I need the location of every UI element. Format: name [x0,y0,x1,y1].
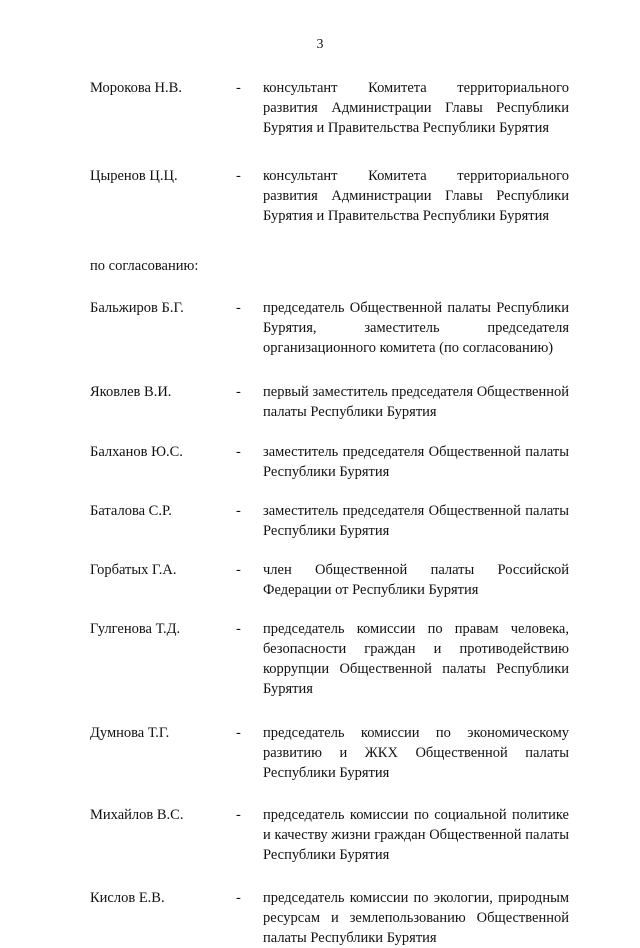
separator-dash: - [236,384,241,400]
separator-dash: - [236,725,241,741]
member-name: Михайлов В.С. [90,807,184,823]
member-name: Балханов Ю.С. [90,444,183,460]
member-name: Кислов Е.В. [90,890,165,906]
list-item [0,442,640,482]
committee-list [0,78,640,948]
member-name: Горбатых Г.А. [90,562,177,578]
member-name: Цыренов Ц.Ц. [90,168,178,184]
separator-dash: - [236,890,241,906]
list-item [0,382,640,422]
member-name: Бальжиров Б.Г. [90,300,184,316]
member-role: консультант Комитета территориального развития Администрации Главы Республики Бурятия и Правительства Республики Бурятия [263,80,569,136]
separator-dash: - [236,300,241,316]
member-role: член Общественной палаты Российской Федерации от Республики Бурятия [263,562,569,598]
list-item [0,298,640,358]
member-role: первый заместитель председателя Общественной палаты Республики Бурятия [263,384,569,420]
list-item [0,78,640,138]
list-item [0,501,640,541]
member-role: председатель комиссии по правам человека, безопасности граждан и противодействию коррупции Общественной палаты Республики Бурятия [263,621,569,697]
separator-dash: - [236,621,241,637]
separator-dash: - [236,503,241,519]
separator-dash: - [236,807,241,823]
member-role: заместитель председателя Общественной палаты Республики Бурятия [263,444,569,480]
member-name: Яковлев В.И. [90,384,172,400]
separator-dash: - [236,80,241,96]
member-name: Баталова С.Р. [90,503,172,519]
member-name: Морокова Н.В. [90,80,182,96]
list-item [0,805,640,865]
page-number: 3 [316,37,324,52]
separator-dash: - [236,444,241,460]
member-role: заместитель председателя Общественной палаты Республики Бурятия [263,503,569,539]
member-role: консультант Комитета территориального развития Администрации Главы Республики Бурятия и Правительства Республики Бурятия [263,168,569,224]
member-name: Гулгенова Т.Д. [90,621,181,637]
list-item [0,723,640,783]
member-role: председатель комиссии по экологии, природным ресурсам и землепользованию Общественной палаты Республики Бурятия [263,890,569,946]
list-item [0,166,640,226]
member-role: председатель комиссии по социальной политике и качеству жизни граждан Общественной палаты Республики Бурятия [263,807,569,863]
separator-dash: - [236,168,241,184]
separator-dash: - [236,562,241,578]
list-item [0,888,640,948]
member-role: председатель Общественной палаты Республики Бурятия, заместитель председателя организационного комитета (по согласованию) [263,300,569,356]
list-item [0,619,640,699]
member-role: председатель комиссии по экономическому развитию и ЖКХ Общественной палаты Республики Бурятия [263,725,569,781]
list-item [0,560,640,600]
section-label: по согласованию: [90,258,199,274]
member-name: Думнова Т.Г. [90,725,170,741]
